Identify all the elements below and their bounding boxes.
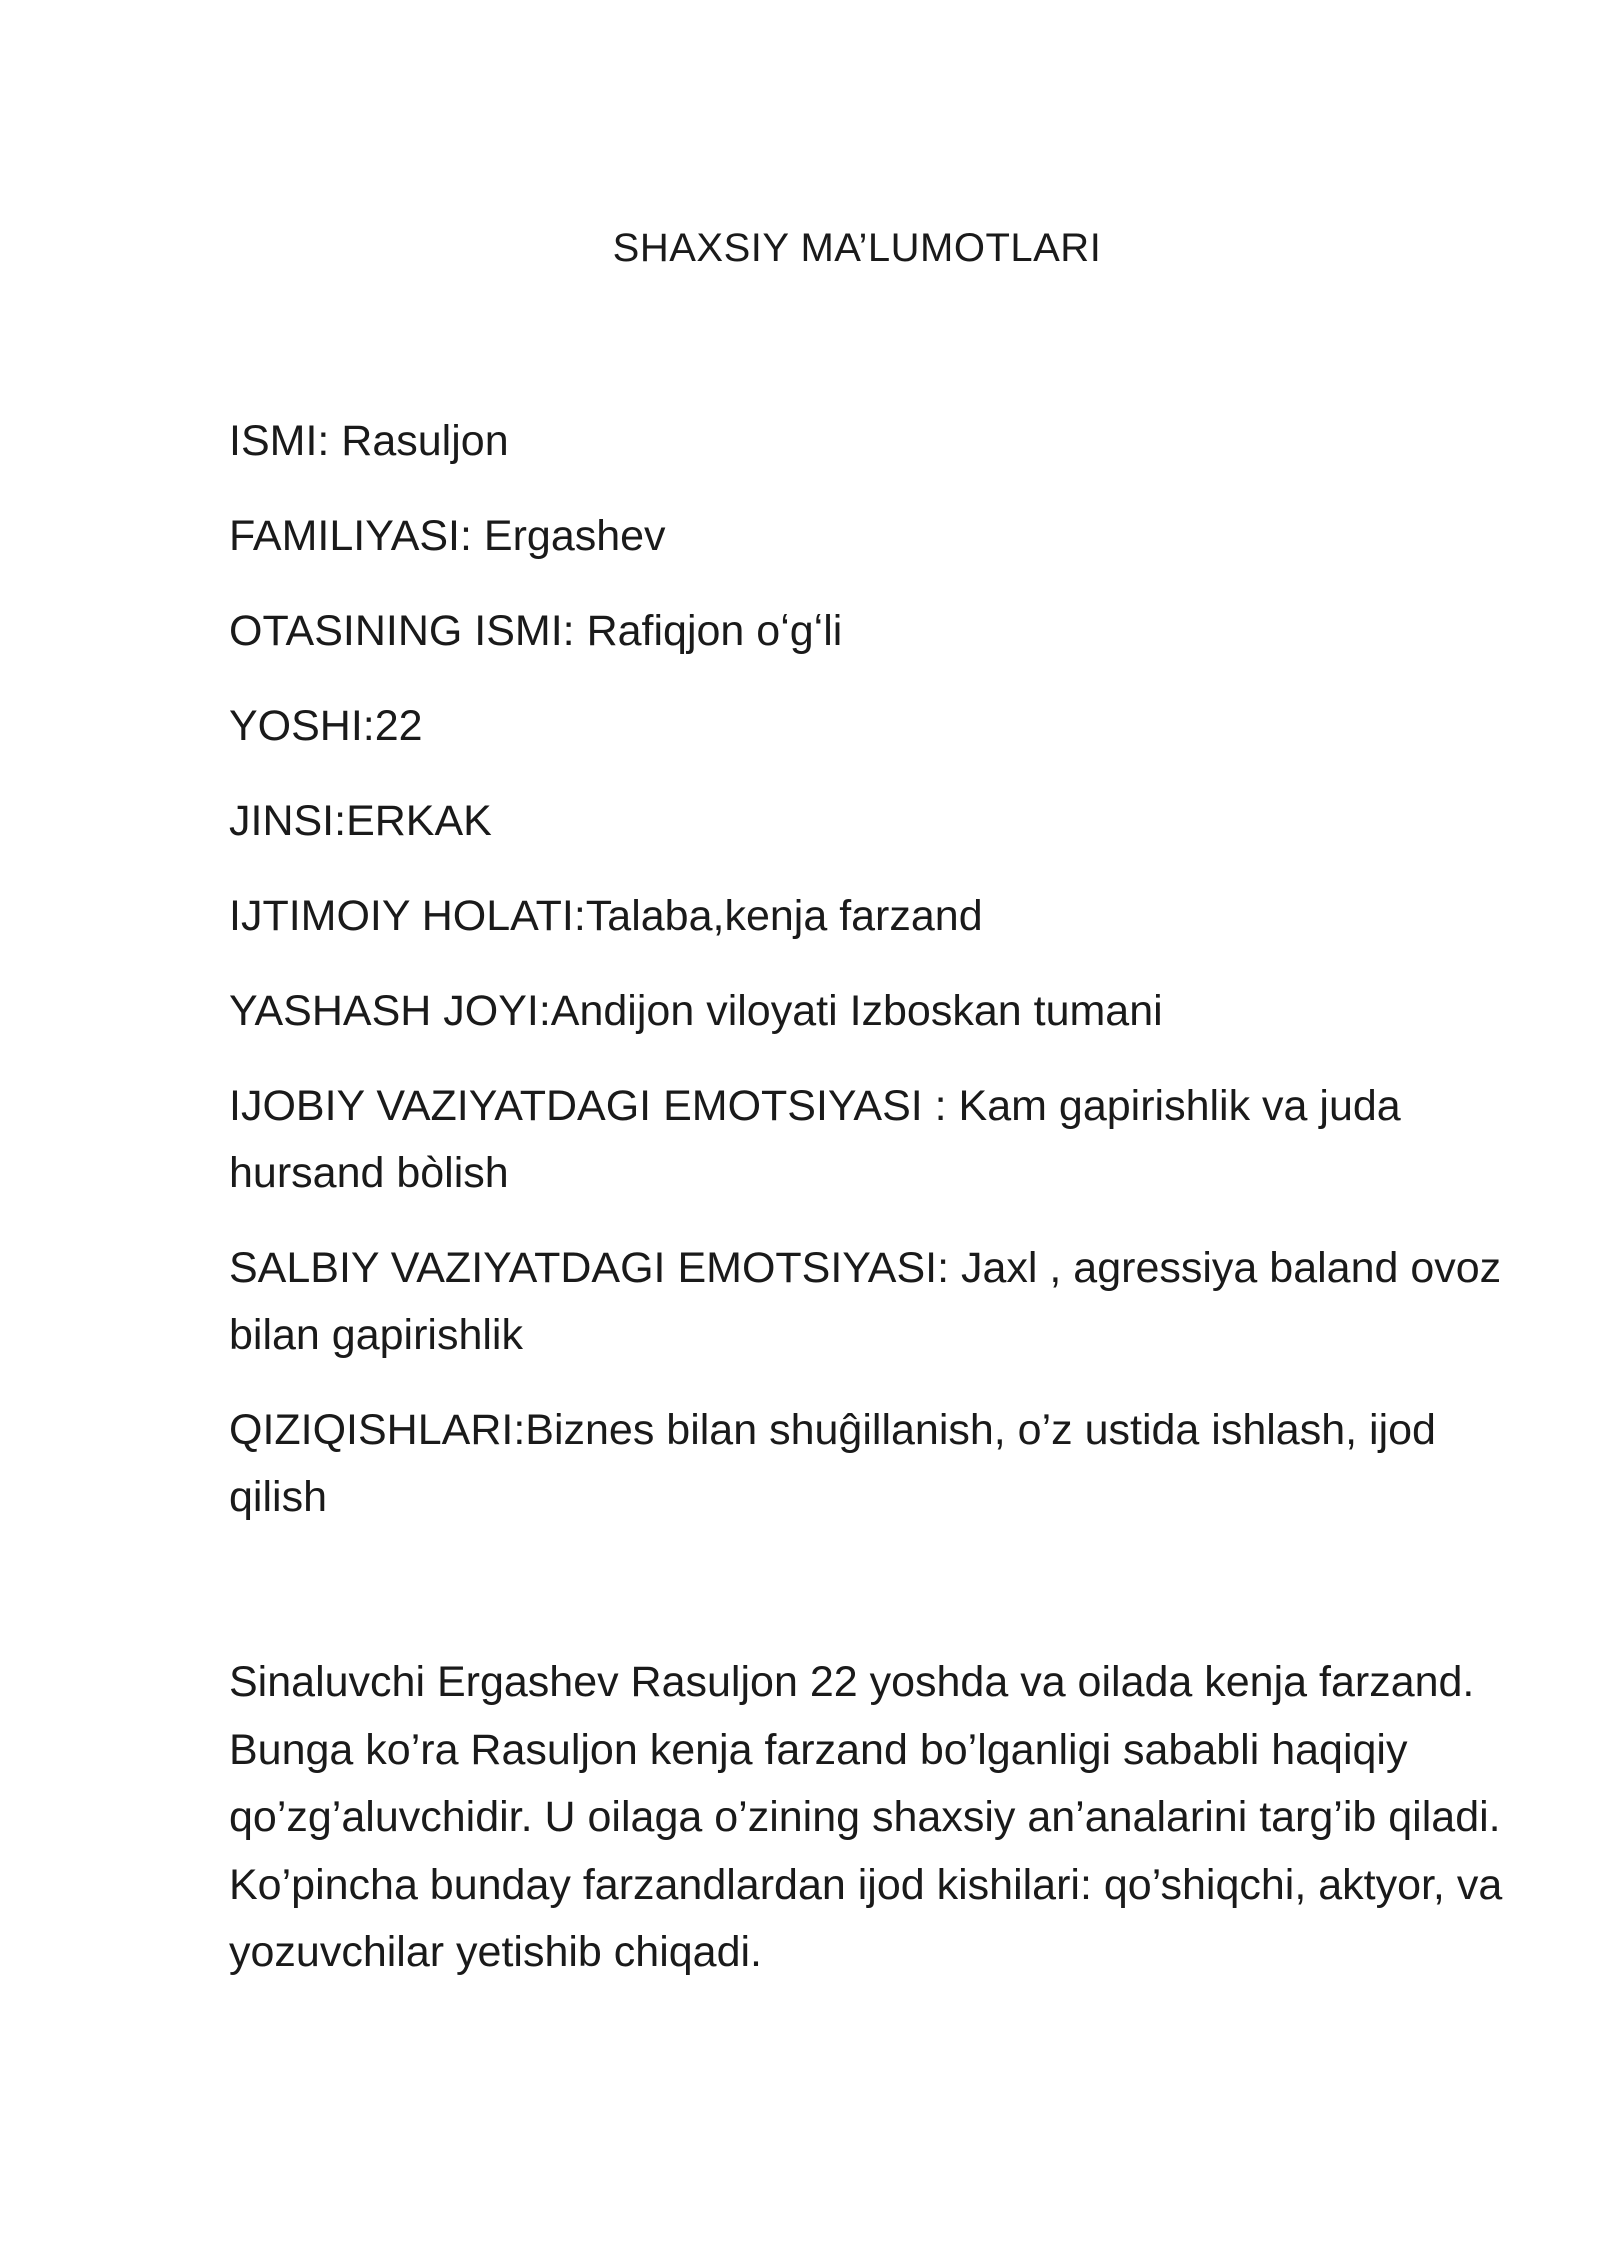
field-ismi bbox=[229, 408, 1529, 475]
field-label: SALBIY VAZIYATDAGI EMOTSIYASI: bbox=[229, 1244, 950, 1292]
field-value: Jaxl , agressiya baland ovoz bilan gapirishlik bbox=[229, 1244, 1502, 1359]
field-label: IJTIMOIY HOLATI: bbox=[229, 892, 586, 940]
field-value: ERKAK bbox=[346, 797, 492, 845]
field-value: Rasuljon bbox=[329, 417, 509, 465]
field-value: Kam gapirishlik va juda hursand bòlish bbox=[229, 1082, 1401, 1197]
field-value: Talaba,kenja farzand bbox=[585, 892, 983, 940]
field-familiyasi bbox=[229, 503, 1529, 570]
field-value: Rafiqjon oʻgʻli bbox=[574, 607, 843, 655]
field-value: Biznes bilan shuĝillanish, o’z ustida ishlash, ijod qilish bbox=[229, 1406, 1436, 1521]
field-value: Ergashev bbox=[471, 512, 666, 560]
field-salbiy-emotsiyasi bbox=[229, 1235, 1529, 1369]
field-value: Andijon viloyati Izboskan tumani bbox=[550, 987, 1163, 1035]
document-title: SHAXSIY MA’LUMOTLARI bbox=[612, 226, 1102, 270]
document-body bbox=[229, 408, 1529, 1987]
field-jinsi bbox=[229, 788, 1529, 855]
field-label: QIZIQISHLARI: bbox=[229, 1406, 526, 1454]
field-qiziqishlari bbox=[229, 1397, 1529, 1531]
field-value: 22 bbox=[374, 702, 423, 750]
field-ijtimoiy-holati bbox=[229, 883, 1529, 950]
summary-paragraph: Sinaluvchi Ergashev Rasuljon 22 yoshda va oilada kenja farzand. Bunga ko’ra Rasuljon kenja farzand bo’lganligi sababli haqiqiy qo’zg’aluvchidir. U oilaga o’zining shaxsiy an’analarini targ’ib qiladi. Ko’pincha bunday farzandlardan ijod kishilari: qo’shiqchi, aktyor, va yozuvchilar yetishib chiqadi. bbox=[229, 1658, 1503, 1976]
field-yoshi bbox=[229, 693, 1529, 760]
field-label: FAMILIYASI: bbox=[229, 512, 472, 560]
field-otasining-ismi bbox=[229, 598, 1529, 665]
field-yashash-joyi bbox=[229, 978, 1529, 1045]
field-label: ISMI: bbox=[229, 417, 330, 465]
field-label: YASHASH JOYI: bbox=[229, 987, 551, 1035]
field-label: IJOBIY VAZIYATDAGI EMOTSIYASI : bbox=[229, 1082, 947, 1130]
field-label: OTASINING ISMI: bbox=[229, 607, 575, 655]
field-label: JINSI: bbox=[229, 797, 347, 845]
field-label: YOSHI: bbox=[229, 702, 375, 750]
field-ijobiy-emotsiyasi bbox=[229, 1073, 1529, 1207]
